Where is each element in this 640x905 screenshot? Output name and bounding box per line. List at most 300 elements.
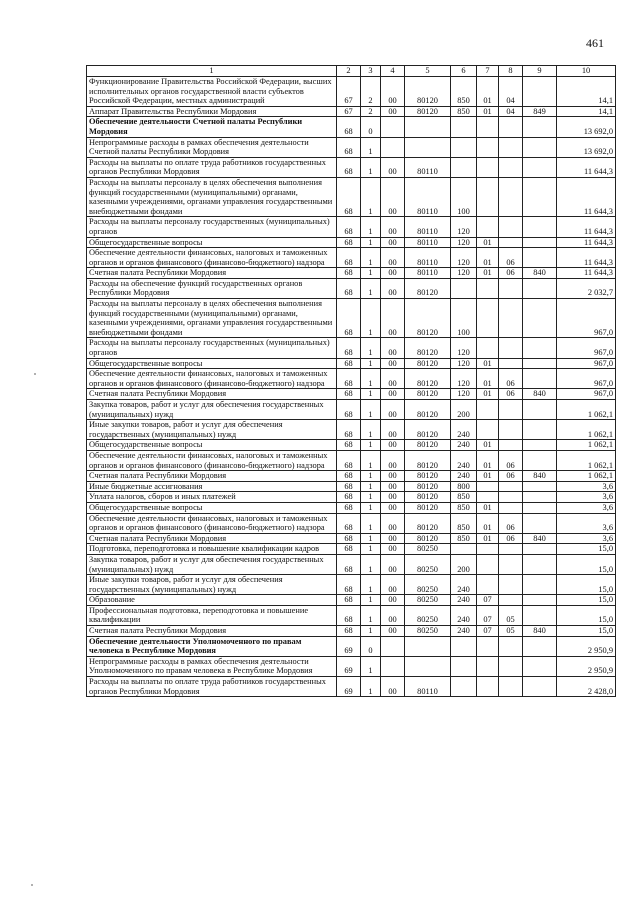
code-cell: 80120 <box>405 492 451 503</box>
code-cell <box>523 595 557 606</box>
row-name-cell: Обеспечение деятельности финансовых, налоговых и таможенных органов и органов финансового (финансово-бюджетного) надзора <box>87 513 337 533</box>
amount-cell: 967,0 <box>557 299 616 338</box>
code-cell: 68 <box>337 358 361 369</box>
column-header: 3 <box>361 66 381 77</box>
table-row <box>87 177 616 216</box>
table-row <box>87 513 616 533</box>
code-cell: 1 <box>361 605 381 625</box>
code-cell <box>499 656 523 676</box>
code-cell: 80120 <box>405 299 451 338</box>
amount-cell: 13 692,0 <box>557 117 616 137</box>
code-cell <box>477 544 499 555</box>
code-cell: 68 <box>337 626 361 637</box>
table-row <box>87 656 616 676</box>
code-cell: 840 <box>523 626 557 637</box>
code-cell <box>477 420 499 440</box>
code-cell: 67 <box>337 77 361 107</box>
code-cell <box>499 595 523 606</box>
code-cell: 00 <box>381 77 405 107</box>
amount-cell: 967,0 <box>557 358 616 369</box>
code-cell: 68 <box>337 400 361 420</box>
code-cell <box>451 278 477 298</box>
code-cell: 1 <box>361 481 381 492</box>
code-cell: 68 <box>337 268 361 279</box>
table-row <box>87 106 616 117</box>
table-row <box>87 626 616 637</box>
code-cell: 1 <box>361 248 381 268</box>
code-cell <box>381 656 405 676</box>
code-cell <box>523 237 557 248</box>
code-cell: 00 <box>381 677 405 697</box>
code-cell: 68 <box>337 248 361 268</box>
code-cell: 01 <box>477 502 499 513</box>
code-cell <box>499 544 523 555</box>
table-row <box>87 575 616 595</box>
column-header: 6 <box>451 66 477 77</box>
code-cell: 00 <box>381 626 405 637</box>
row-name-cell: Расходы на выплаты персоналу государственных (муниципальных) органов <box>87 338 337 358</box>
row-name-cell: Обеспечение деятельности Уполномоченного по правам человека в Республике Мордовия <box>87 636 337 656</box>
code-cell: 68 <box>337 177 361 216</box>
row-name-cell: Подготовка, переподготовка и повышение квалификации кадров <box>87 544 337 555</box>
code-cell <box>523 544 557 555</box>
code-cell <box>405 636 451 656</box>
code-cell: 68 <box>337 575 361 595</box>
code-cell: 240 <box>451 605 477 625</box>
code-cell: 240 <box>451 420 477 440</box>
code-cell <box>499 157 523 177</box>
code-cell: 80110 <box>405 177 451 216</box>
code-cell <box>523 217 557 237</box>
code-cell: 80110 <box>405 157 451 177</box>
code-cell <box>477 636 499 656</box>
table-row <box>87 471 616 482</box>
code-cell: 06 <box>499 369 523 389</box>
code-cell <box>523 248 557 268</box>
code-cell: 1 <box>361 513 381 533</box>
code-cell: 240 <box>451 471 477 482</box>
code-cell: 00 <box>381 106 405 117</box>
code-cell: 80250 <box>405 626 451 637</box>
column-header: 7 <box>477 66 499 77</box>
column-header: 1 <box>87 66 337 77</box>
code-cell <box>523 554 557 574</box>
code-cell: 06 <box>499 471 523 482</box>
code-cell: 850 <box>451 513 477 533</box>
code-cell: 80250 <box>405 544 451 555</box>
code-cell: 01 <box>477 440 499 451</box>
code-cell <box>523 502 557 513</box>
code-cell <box>499 299 523 338</box>
table-row <box>87 492 616 503</box>
code-cell: 00 <box>381 278 405 298</box>
code-cell: 850 <box>451 492 477 503</box>
code-cell: 01 <box>477 533 499 544</box>
table-row <box>87 544 616 555</box>
table-row <box>87 677 616 697</box>
code-cell: 1 <box>361 369 381 389</box>
code-cell: 67 <box>337 106 361 117</box>
table-row <box>87 369 616 389</box>
table-row <box>87 157 616 177</box>
code-cell: 120 <box>451 369 477 389</box>
code-cell: 00 <box>381 420 405 440</box>
code-cell <box>451 544 477 555</box>
code-cell: 2 <box>361 77 381 107</box>
table-row <box>87 358 616 369</box>
code-cell <box>523 575 557 595</box>
code-cell <box>405 137 451 157</box>
code-cell: 840 <box>523 533 557 544</box>
code-cell: 00 <box>381 492 405 503</box>
code-cell: 100 <box>451 177 477 216</box>
code-cell: 07 <box>477 626 499 637</box>
code-cell: 00 <box>381 595 405 606</box>
code-cell <box>523 299 557 338</box>
code-cell <box>523 157 557 177</box>
code-cell: 200 <box>451 400 477 420</box>
amount-cell: 11 644,3 <box>557 217 616 237</box>
row-name-cell: Общегосударственные вопросы <box>87 502 337 513</box>
code-cell: 850 <box>451 533 477 544</box>
code-cell <box>477 117 499 137</box>
code-cell: 1 <box>361 502 381 513</box>
amount-cell: 3,6 <box>557 481 616 492</box>
column-header: 2 <box>337 66 361 77</box>
code-cell <box>477 656 499 676</box>
page-number: 461 <box>586 36 604 50</box>
code-cell <box>451 117 477 137</box>
code-cell: 240 <box>451 595 477 606</box>
code-cell: 00 <box>381 544 405 555</box>
code-cell <box>477 677 499 697</box>
code-cell <box>499 636 523 656</box>
amount-cell: 1 062,1 <box>557 420 616 440</box>
code-cell: 120 <box>451 338 477 358</box>
code-cell <box>499 575 523 595</box>
code-cell: 80120 <box>405 400 451 420</box>
row-name-cell: Обеспечение деятельности финансовых, налоговых и таможенных органов и органов финансового (финансово-бюджетного) надзора <box>87 248 337 268</box>
code-cell: 00 <box>381 575 405 595</box>
code-cell: 68 <box>337 533 361 544</box>
code-cell: 1 <box>361 575 381 595</box>
code-cell: 849 <box>523 106 557 117</box>
code-cell: 68 <box>337 481 361 492</box>
code-cell <box>381 117 405 137</box>
code-cell <box>405 656 451 676</box>
code-cell <box>477 481 499 492</box>
code-cell: 1 <box>361 440 381 451</box>
amount-cell: 14,1 <box>557 77 616 107</box>
code-cell: 1 <box>361 544 381 555</box>
table-row <box>87 117 616 137</box>
row-name-cell: Расходы на выплаты персоналу в целях обеспечения выполнения функций государственными (муниципальными) органами, казенными учреждениями, органами управления государственными внебюджетными фондами <box>87 299 337 338</box>
row-name-cell: Общегосударственные вопросы <box>87 440 337 451</box>
table-row <box>87 554 616 574</box>
amount-cell: 15,0 <box>557 605 616 625</box>
amount-cell: 3,6 <box>557 533 616 544</box>
table-row <box>87 77 616 107</box>
code-cell: 00 <box>381 605 405 625</box>
code-cell <box>523 278 557 298</box>
header-row <box>87 66 616 77</box>
code-cell <box>499 117 523 137</box>
code-cell <box>451 137 477 157</box>
code-cell: 69 <box>337 636 361 656</box>
code-cell: 1 <box>361 278 381 298</box>
code-cell: 68 <box>337 299 361 338</box>
column-header: 8 <box>499 66 523 77</box>
code-cell: 1 <box>361 677 381 697</box>
code-cell: 07 <box>477 595 499 606</box>
code-cell: 80110 <box>405 677 451 697</box>
table-row <box>87 420 616 440</box>
code-cell: 80110 <box>405 248 451 268</box>
table-row <box>87 237 616 248</box>
code-cell: 1 <box>361 492 381 503</box>
table-row <box>87 636 616 656</box>
code-cell: 1 <box>361 177 381 216</box>
amount-cell: 967,0 <box>557 389 616 400</box>
code-cell <box>477 299 499 338</box>
code-cell: 00 <box>381 400 405 420</box>
code-cell: 1 <box>361 137 381 157</box>
code-cell <box>499 420 523 440</box>
code-cell: 68 <box>337 605 361 625</box>
row-name-cell: Счетная палата Республики Мордовия <box>87 389 337 400</box>
code-cell <box>523 440 557 451</box>
code-cell: 01 <box>477 471 499 482</box>
code-cell <box>499 237 523 248</box>
code-cell: 1 <box>361 554 381 574</box>
amount-cell: 15,0 <box>557 544 616 555</box>
code-cell: 100 <box>451 299 477 338</box>
code-cell: 80120 <box>405 389 451 400</box>
table-row <box>87 248 616 268</box>
code-cell: 120 <box>451 358 477 369</box>
amount-cell: 1 062,1 <box>557 400 616 420</box>
row-name-cell: Расходы на обеспечение функций государственных органов Республики Мордовия <box>87 278 337 298</box>
code-cell <box>477 554 499 574</box>
code-cell: 1 <box>361 400 381 420</box>
row-name-cell: Непрограммные расходы в рамках обеспечения деятельности Уполномоченного по правам человека в Республике Мордовия <box>87 656 337 676</box>
amount-cell: 11 644,3 <box>557 248 616 268</box>
code-cell: 68 <box>337 137 361 157</box>
code-cell <box>499 492 523 503</box>
row-name-cell: Общегосударственные вопросы <box>87 237 337 248</box>
row-name-cell: Иные бюджетные ассигнования <box>87 481 337 492</box>
code-cell: 1 <box>361 450 381 470</box>
code-cell: 80120 <box>405 369 451 389</box>
table-row <box>87 481 616 492</box>
table-row <box>87 389 616 400</box>
code-cell: 850 <box>451 106 477 117</box>
row-name-cell: Образование <box>87 595 337 606</box>
code-cell: 68 <box>337 450 361 470</box>
code-cell: 68 <box>337 420 361 440</box>
code-cell <box>523 117 557 137</box>
code-cell: 1 <box>361 358 381 369</box>
code-cell: 840 <box>523 268 557 279</box>
amount-cell: 15,0 <box>557 595 616 606</box>
code-cell <box>405 117 451 137</box>
code-cell: 68 <box>337 217 361 237</box>
code-cell: 120 <box>451 248 477 268</box>
table-row <box>87 595 616 606</box>
code-cell: 80120 <box>405 450 451 470</box>
code-cell: 00 <box>381 338 405 358</box>
code-cell <box>523 450 557 470</box>
code-cell: 00 <box>381 502 405 513</box>
row-name-cell: Расходы на выплаты по оплате труда работников государственных органов Республики Мордовия <box>87 677 337 697</box>
code-cell: 00 <box>381 157 405 177</box>
code-cell <box>451 656 477 676</box>
code-cell <box>477 400 499 420</box>
row-name-cell: Расходы на выплаты персоналу государственных (муниципальных) органов <box>87 217 337 237</box>
code-cell: 04 <box>499 77 523 107</box>
code-cell: 1 <box>361 299 381 338</box>
code-cell <box>523 420 557 440</box>
code-cell <box>499 677 523 697</box>
code-cell <box>381 636 405 656</box>
code-cell <box>523 656 557 676</box>
code-cell: 1 <box>361 595 381 606</box>
code-cell: 68 <box>337 595 361 606</box>
code-cell <box>499 137 523 157</box>
code-cell: 80120 <box>405 440 451 451</box>
code-cell: 80120 <box>405 513 451 533</box>
code-cell <box>477 575 499 595</box>
code-cell: 00 <box>381 554 405 574</box>
row-name-cell: Закупка товаров, работ и услуг для обеспечения государственных (муниципальных) нужд <box>87 554 337 574</box>
code-cell: 120 <box>451 237 477 248</box>
code-cell: 1 <box>361 626 381 637</box>
code-cell: 68 <box>337 544 361 555</box>
code-cell: 840 <box>523 389 557 400</box>
code-cell <box>477 157 499 177</box>
code-cell <box>477 492 499 503</box>
table-row <box>87 502 616 513</box>
column-header: 4 <box>381 66 405 77</box>
code-cell: 80120 <box>405 106 451 117</box>
code-cell: 240 <box>451 450 477 470</box>
code-cell: 68 <box>337 440 361 451</box>
code-cell <box>477 278 499 298</box>
code-cell <box>499 481 523 492</box>
code-cell <box>451 636 477 656</box>
code-cell: 00 <box>381 177 405 216</box>
code-cell <box>523 400 557 420</box>
code-cell: 1 <box>361 268 381 279</box>
row-name-cell: Уплата налогов, сборов и иных платежей <box>87 492 337 503</box>
code-cell: 68 <box>337 117 361 137</box>
code-cell: 80250 <box>405 595 451 606</box>
amount-cell: 967,0 <box>557 369 616 389</box>
code-cell <box>523 605 557 625</box>
code-cell: 05 <box>499 626 523 637</box>
code-cell: 1 <box>361 338 381 358</box>
scan-speck <box>31 884 33 886</box>
code-cell: 80250 <box>405 575 451 595</box>
code-cell: 69 <box>337 656 361 676</box>
amount-cell: 2 032,7 <box>557 278 616 298</box>
code-cell: 80250 <box>405 554 451 574</box>
code-cell <box>499 502 523 513</box>
column-header: 5 <box>405 66 451 77</box>
table-row <box>87 268 616 279</box>
code-cell: 1 <box>361 389 381 400</box>
code-cell: 120 <box>451 268 477 279</box>
row-name-cell: Профессиональная подготовка, переподготовка и повышение квалификации <box>87 605 337 625</box>
code-cell: 120 <box>451 389 477 400</box>
code-cell <box>451 677 477 697</box>
code-cell: 00 <box>381 217 405 237</box>
code-cell: 68 <box>337 502 361 513</box>
amount-cell: 13 692,0 <box>557 137 616 157</box>
row-name-cell: Счетная палата Республики Мордовия <box>87 268 337 279</box>
code-cell: 800 <box>451 481 477 492</box>
row-name-cell: Обеспечение деятельности Счетной палаты Республики Мордовия <box>87 117 337 137</box>
amount-cell: 2 428,0 <box>557 677 616 697</box>
code-cell: 68 <box>337 369 361 389</box>
code-cell: 69 <box>337 677 361 697</box>
code-cell <box>523 358 557 369</box>
code-cell: 1 <box>361 533 381 544</box>
code-cell: 00 <box>381 237 405 248</box>
code-cell <box>523 492 557 503</box>
code-cell: 1 <box>361 237 381 248</box>
code-cell: 68 <box>337 389 361 400</box>
code-cell <box>499 177 523 216</box>
code-cell: 00 <box>381 481 405 492</box>
code-cell: 240 <box>451 440 477 451</box>
code-cell: 80120 <box>405 77 451 107</box>
code-cell: 68 <box>337 338 361 358</box>
code-cell <box>499 400 523 420</box>
code-cell: 80110 <box>405 217 451 237</box>
code-cell: 1 <box>361 157 381 177</box>
amount-cell: 15,0 <box>557 626 616 637</box>
row-name-cell: Закупка товаров, работ и услуг для обеспечения государственных (муниципальных) нужд <box>87 400 337 420</box>
table-row <box>87 278 616 298</box>
amount-cell: 1 062,1 <box>557 471 616 482</box>
code-cell: 80110 <box>405 268 451 279</box>
code-cell: 01 <box>477 369 499 389</box>
code-cell: 80120 <box>405 338 451 358</box>
code-cell: 01 <box>477 106 499 117</box>
code-cell: 06 <box>499 248 523 268</box>
budget-table <box>86 65 616 697</box>
row-name-cell: Непрограммные расходы в рамках обеспечения деятельности Счетной палаты Республики Мордовия <box>87 137 337 157</box>
table-row <box>87 338 616 358</box>
table-row <box>87 400 616 420</box>
code-cell: 80120 <box>405 502 451 513</box>
code-cell: 01 <box>477 248 499 268</box>
amount-cell: 3,6 <box>557 492 616 503</box>
amount-cell: 3,6 <box>557 513 616 533</box>
code-cell <box>477 137 499 157</box>
code-cell <box>477 217 499 237</box>
code-cell <box>477 177 499 216</box>
code-cell: 80110 <box>405 237 451 248</box>
code-cell: 00 <box>381 389 405 400</box>
code-cell: 00 <box>381 513 405 533</box>
code-cell: 01 <box>477 513 499 533</box>
table-row <box>87 450 616 470</box>
code-cell: 01 <box>477 358 499 369</box>
code-cell <box>523 677 557 697</box>
code-cell: 80120 <box>405 278 451 298</box>
